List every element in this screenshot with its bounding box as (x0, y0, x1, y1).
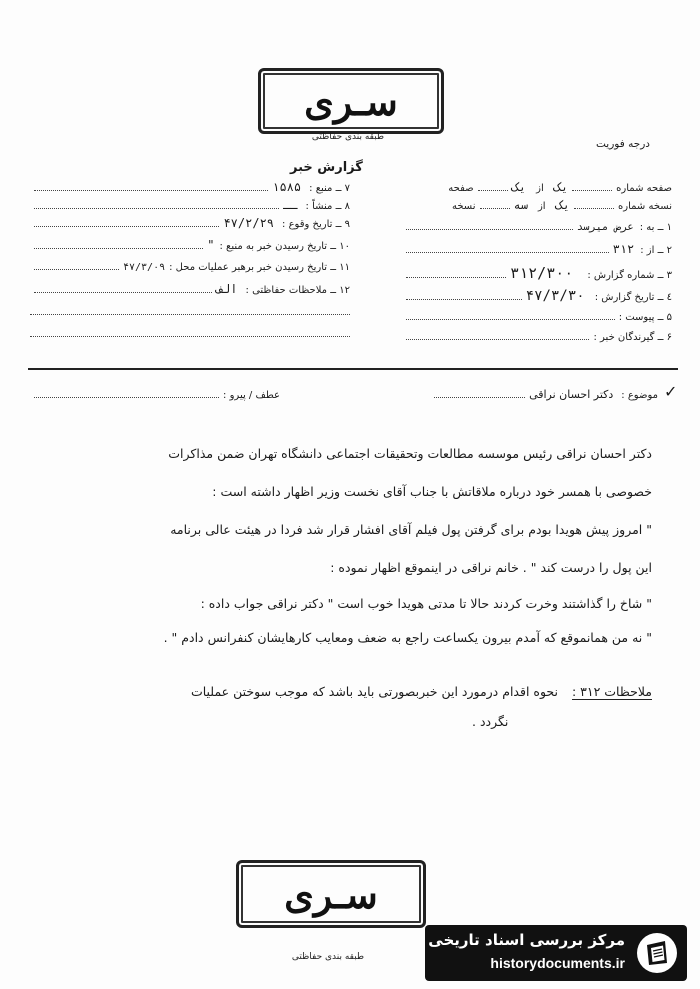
watermark-logo (425, 925, 687, 981)
dotted-line (406, 290, 522, 300)
field-from (402, 242, 672, 256)
field-value: یک (555, 198, 571, 212)
dotted-line (34, 239, 203, 249)
dotted-line (574, 199, 614, 209)
classification-caption-bottom: طبقه بندی حفاظتی (291, 952, 365, 962)
archive-logo-icon (635, 931, 679, 975)
field-value: ۳۱۲ (612, 242, 635, 256)
field-label: ۶ ــ گیرندگان خبر : (593, 332, 672, 343)
dotted-line (34, 217, 219, 227)
dotted-line (478, 181, 508, 191)
field-label: ۲ ــ از : (640, 245, 672, 256)
field-label: ۳ ــ شماره گزارش : (587, 270, 672, 281)
classification-caption-top: طبقه بندی حفاظتی (311, 132, 385, 142)
field-label: ۱۱ ــ تاریخ رسیدن خبر برهبر عملیات محل : (169, 262, 350, 273)
remarks-line-2 (472, 714, 652, 729)
body-line: این پول را درست کند " . خانم نراقی در اینموقع اظهار نموده : (330, 560, 652, 575)
field-value: ۴۷/۳/۰۹ (122, 262, 166, 273)
field-value: " (207, 238, 216, 252)
field-label: نسخه (451, 201, 476, 212)
reference-label: عطف / پیرو : (223, 390, 280, 401)
classification-stamp-bottom (236, 860, 426, 928)
field-label: نسخه شماره (618, 201, 672, 212)
dotted-line (34, 181, 268, 191)
field-recipients (402, 330, 672, 343)
body-line: خصوصی با همسر خود درباره ملاقاتش با جناب آقای نخست وزیر اظهار داشته است : (212, 484, 652, 499)
divider-line (28, 368, 678, 370)
field-security-remarks (30, 282, 350, 296)
field-label: ۱۲ ــ ملاحظات حفاظتی : (245, 285, 350, 296)
dotted-line (34, 260, 119, 270)
field-value: عرض میرسد (576, 221, 634, 233)
dotted-line (34, 283, 212, 293)
remarks-text: نگردد . (472, 714, 509, 729)
dotted-line (30, 314, 350, 315)
dotted-line (34, 199, 279, 209)
field-label: ۱ ــ به : (639, 222, 672, 233)
field-value: ــ (283, 198, 298, 212)
field-operations-receipt-date (30, 260, 350, 273)
checkmark-icon: ✓ (664, 382, 678, 401)
body-line: " نه من همانموقع که آمدم بیرون یکساعت راجع به ضعف ومعایب کارهایشان کنفرانس دادم " . (163, 630, 652, 645)
field-origin (30, 198, 350, 212)
field-label: ٤ ــ تاریخ گزارش : (594, 292, 672, 303)
dotted-line (406, 330, 589, 340)
classification-stamp-top (258, 68, 444, 134)
classification-word: سـری (304, 78, 398, 124)
field-copy-number (402, 198, 672, 212)
report-title: گزارش خبر (290, 160, 363, 175)
dotted-line (406, 220, 573, 230)
field-value: سه (513, 198, 528, 212)
watermark-title: مرکز بررسی اسناد تاریخی (428, 931, 625, 949)
field-label: صفحه شماره (616, 183, 672, 194)
body-line: " امروز پیش هویدا بودم برای گرفتن پول فیلم آقای افشار قرار شد فردا در هیئت عالی برنامه (170, 522, 652, 537)
field-label: ۱۰ ــ تاریخ رسیدن خبر به منبع : (219, 241, 350, 252)
dotted-line (480, 199, 510, 209)
remarks-label: ملاحظات ۳۱۲ : (571, 684, 652, 699)
dotted-line (34, 388, 219, 398)
classification-word: سـری (284, 871, 378, 917)
remarks-line (191, 684, 652, 699)
dotted-line (572, 181, 612, 191)
field-label: ۹ ــ تاریخ وقوع : (282, 219, 350, 230)
field-page-number (402, 180, 672, 194)
dotted-line (406, 268, 506, 278)
field-value: یک (553, 180, 569, 194)
field-source (30, 180, 350, 194)
watermark-url: historydocuments.ir (490, 955, 625, 971)
field-source-receipt-date (30, 238, 350, 252)
field-label: از (537, 201, 546, 212)
subject-row (430, 388, 658, 401)
field-value: یک (511, 180, 527, 194)
field-label: ۸ ــ منشاً : (305, 201, 350, 212)
field-attachment (402, 310, 672, 323)
urgency-label: درجه فوریت (596, 138, 650, 150)
dotted-line (406, 243, 609, 253)
reference-row (30, 388, 280, 401)
subject-value: دکتر احسان نراقی (529, 388, 614, 401)
field-occurrence-date (30, 216, 350, 230)
field-value: ۱۵۸۵ (272, 180, 302, 194)
field-label: ۵ ــ پیوست : (618, 312, 672, 323)
subject-label: موضوع : (621, 390, 658, 401)
field-value: ۳۱۲/۳۰۰ (510, 264, 574, 282)
field-report-number (402, 264, 672, 282)
dotted-line (434, 388, 525, 398)
field-label: ۷ ــ منبع : (309, 183, 350, 194)
field-label: صفحه (448, 183, 474, 194)
field-label: از (536, 183, 544, 194)
field-value: الف (215, 282, 238, 296)
field-report-date (402, 288, 672, 304)
remarks-text: نحوه اقدام درمورد این خبربصورتی باید باشد که موجب سوختن عملیات (190, 684, 558, 699)
body-line: دکتر احسان نراقی رئیس موسسه مطالعات وتحقیقات اجتماعی دانشگاه تهران ضمن مذاکرات (168, 446, 652, 461)
field-value: ۴۷/۳/۳۰ (525, 288, 585, 304)
field-value: ۴۷/۲/۲۹ (223, 216, 275, 230)
field-to (402, 220, 672, 233)
dotted-line (406, 310, 615, 320)
body-line: " شاخ را گذاشتند وخرت کردند حالا تا مدتی هویدا خوب است " دکتر نراقی جواب داده : (200, 596, 652, 611)
dotted-line (30, 336, 350, 337)
